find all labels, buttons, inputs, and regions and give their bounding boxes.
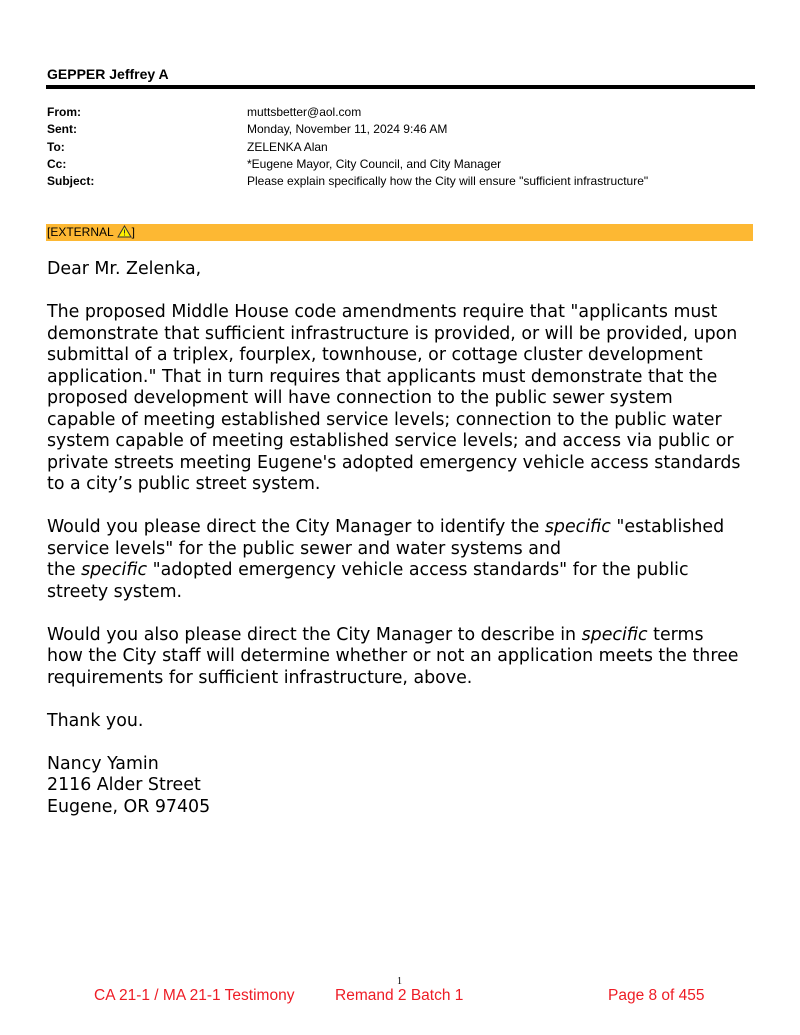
- text-segment: The proposed Middle House code amendments require that "applicants must: [47, 302, 718, 322]
- paragraph: [47, 259, 740, 281]
- text-line: [47, 711, 740, 733]
- text-segment: requirements for sufficient infrastructure, above.: [47, 667, 473, 688]
- emphasis-text: specific: [581, 624, 648, 645]
- text-segment: private streets meeting Eugene's adopted emergency vehicle access standards: [47, 452, 741, 473]
- external-label: [EXTERNAL: [47, 225, 117, 239]
- text-segment: 2116 Alder Street: [47, 775, 201, 795]
- text-segment: submittal of a triplex, fourplex, townhouse, or cottage cluster development: [47, 345, 703, 365]
- header-value: Please explain specifically how the City will ensure "sufficient infrastructure": [247, 174, 649, 189]
- header-to: [47, 139, 648, 156]
- text-line: [47, 646, 740, 668]
- footer-batch: Remand 2 Batch 1: [335, 987, 464, 1004]
- header-label: Subject:: [47, 174, 95, 189]
- text-line: [47, 560, 740, 582]
- text-segment: Eugene, OR 97405: [47, 796, 211, 817]
- paragraph: [47, 517, 740, 603]
- text-segment: service levels" for the public sewer and water systems and: [47, 538, 561, 559]
- paragraph-gap: [47, 603, 740, 625]
- header-label: From:: [47, 105, 81, 119]
- paragraph-gap: [47, 281, 740, 303]
- email-headers: [47, 104, 648, 190]
- text-line: [47, 367, 740, 389]
- text-line: [47, 582, 740, 604]
- text-segment: Thank you.: [47, 710, 144, 731]
- external-banner: [46, 224, 753, 241]
- text-segment: the: [47, 560, 82, 580]
- emphasis-text: specific: [81, 560, 148, 580]
- text-line: [47, 345, 740, 367]
- text-segment: Dear Mr. Zelenka,: [47, 259, 202, 279]
- text-segment: system capable of meeting established service levels; and access via public or: [47, 431, 734, 451]
- text-segment: how the City staff will determine whether or not an application meets the three: [47, 646, 739, 666]
- text-segment: terms: [647, 624, 704, 645]
- text-line: [47, 625, 740, 647]
- text-segment: Would you also please direct the City Manager to describe in: [47, 624, 582, 645]
- text-line: [47, 431, 740, 453]
- text-segment: demonstrate that sufficient infrastructure is provided, or will be provided, upon: [47, 323, 738, 344]
- text-line: [47, 453, 740, 475]
- paragraph-gap: [47, 689, 740, 711]
- footer-case-id: CA 21-1 / MA 21-1 Testimony: [94, 987, 295, 1004]
- text-segment: streety system.: [47, 581, 183, 602]
- text-line: [47, 517, 740, 539]
- header-from: [47, 104, 648, 121]
- header-value: *Eugene Mayor, City Council, and City Manager: [247, 156, 502, 171]
- text-line: [47, 302, 740, 324]
- text-segment: Would you please direct the City Manager to identify the: [47, 517, 545, 537]
- paragraph: [47, 625, 740, 690]
- emphasis-text: specific: [544, 517, 611, 537]
- text-line: [47, 259, 740, 281]
- paragraph: [47, 302, 740, 496]
- text-line: [47, 539, 740, 561]
- paragraph: [47, 754, 740, 819]
- text-line: [47, 324, 740, 346]
- header-subject: [47, 173, 648, 190]
- external-label-close: ]: [131, 225, 135, 239]
- text-line: [47, 668, 740, 690]
- text-segment: application." That in turn requires that applicants must demonstrate that the: [47, 366, 718, 387]
- text-segment: Nancy Yamin: [47, 753, 159, 774]
- text-segment: "adopted emergency vehicle access standards" for the public: [147, 560, 689, 580]
- header-value: Monday, November 11, 2024 9:46 AM: [247, 122, 448, 137]
- header-sent: [47, 121, 648, 138]
- text-line: [47, 388, 740, 410]
- header-cc: [47, 156, 648, 173]
- header-label: Cc:: [47, 156, 67, 171]
- header-value: muttsbetter@aol.com: [247, 105, 362, 119]
- page-number: 1: [397, 976, 402, 987]
- text-segment: proposed development will have connection to the public sewer system: [47, 388, 673, 408]
- text-line: [47, 754, 740, 776]
- text-segment: capable of meeting established service levels; connection to the public water: [47, 409, 722, 430]
- email-body: [47, 259, 740, 818]
- text-line: [47, 797, 740, 819]
- text-segment: "established: [610, 517, 725, 537]
- paragraph-gap: [47, 732, 740, 754]
- text-line: [47, 410, 740, 432]
- warning-icon: [117, 225, 132, 238]
- paragraph: [47, 711, 740, 733]
- text-line: [47, 474, 740, 496]
- text-line: [47, 775, 740, 797]
- footer-page-count: Page 8 of 455: [608, 987, 705, 1004]
- header-divider: [46, 85, 755, 89]
- text-segment: to a city’s public street system.: [47, 474, 321, 494]
- header-label: To:: [47, 139, 65, 154]
- header-label: Sent:: [47, 122, 77, 137]
- sender-name: GEPPER Jeffrey A: [47, 66, 169, 82]
- header-value: ZELENKA Alan: [247, 139, 328, 154]
- paragraph-gap: [47, 496, 740, 518]
